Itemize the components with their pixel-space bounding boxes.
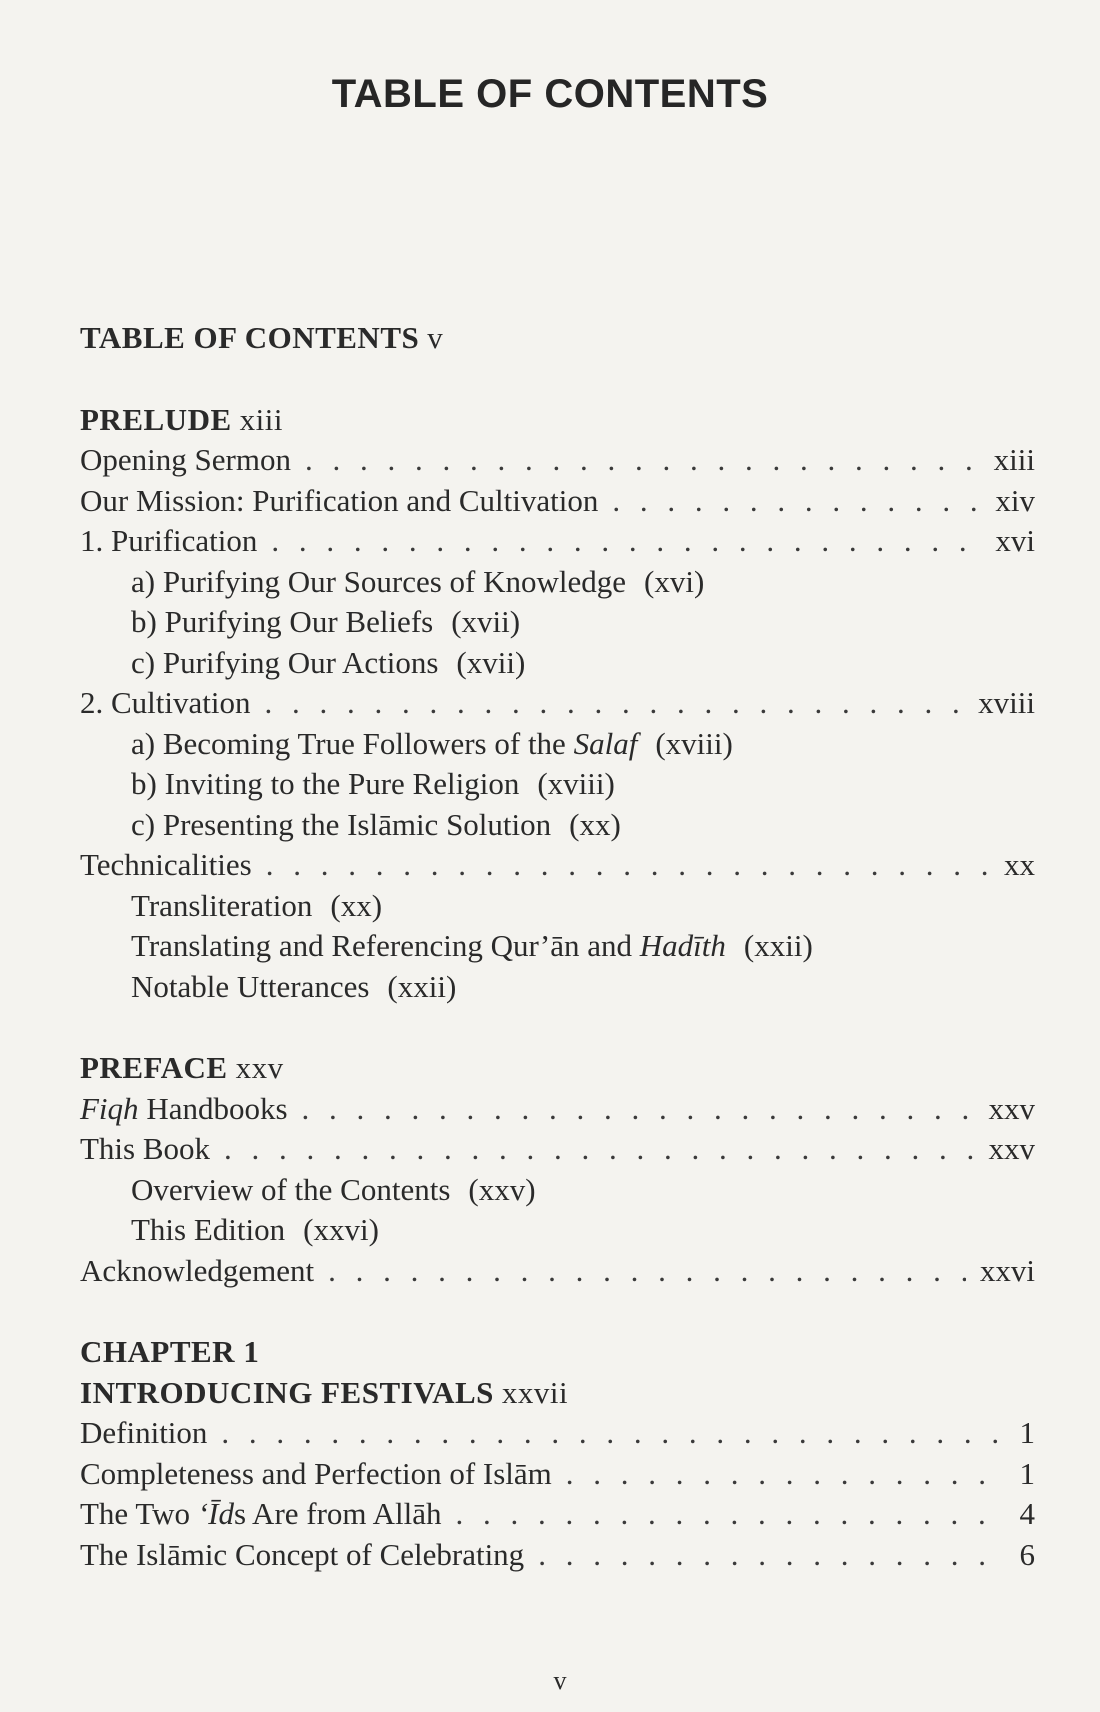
dot-leader (538, 1535, 1005, 1576)
preface-page: xxv (235, 1050, 284, 1085)
toc-heading-page: v (427, 320, 444, 355)
dot-leader (266, 845, 990, 886)
entry-page: (xxii) (387, 968, 457, 1004)
toc-entry-acknowledgement[interactable] (80, 1251, 1035, 1292)
entry-label-italic: Fiqh (80, 1090, 139, 1126)
page-number: v (553, 1666, 567, 1695)
toc-heading[interactable] (80, 318, 1035, 359)
toc-entry-purification[interactable] (80, 521, 1035, 562)
entry-page: xiv (995, 482, 1035, 518)
dot-leader (265, 683, 965, 724)
entry-label: Completeness and Perfection of Islām (80, 1455, 552, 1491)
dot-leader (224, 1129, 974, 1170)
table-of-contents (80, 318, 1035, 1575)
entry-page: (xvi) (644, 563, 705, 599)
prelude-label: PRELUDE (80, 401, 232, 437)
entry-page: 1 (1019, 1415, 1035, 1450)
entry-page: xvi (995, 523, 1035, 558)
entry-page: (xvii) (456, 644, 526, 680)
entry-page: (xx) (569, 806, 621, 842)
entry-label: Translating and Referencing Qur’ān and (131, 928, 633, 963)
entry-label (80, 1494, 441, 1535)
entry-label: Opening Sermon (80, 442, 291, 477)
toc-subentry-translating[interactable] (80, 926, 1035, 967)
toc-subentry-transliteration[interactable] (80, 886, 1035, 927)
toc-subentry-presenting[interactable] (80, 805, 1035, 846)
entry-label (80, 1089, 288, 1130)
dot-leader (305, 440, 980, 481)
entry-label: Acknowledgement (80, 1252, 315, 1288)
entry-page: (xviii) (537, 766, 615, 801)
entry-label: b) Purifying Our Beliefs (131, 604, 434, 639)
toc-entry-our-mission[interactable] (80, 481, 1035, 522)
entry-label: a) Becoming True Followers of the (131, 725, 566, 761)
dot-leader (221, 1413, 1005, 1454)
toc-entry-cultivation[interactable] (80, 683, 1035, 724)
entry-page: xxv (988, 1131, 1035, 1166)
entry-label: a) Purifying Our Sources of Knowledge (131, 563, 627, 599)
entry-label: b) Inviting to the Pure Religion (131, 766, 520, 801)
dot-leader (302, 1089, 975, 1130)
preface-label: PREFACE (80, 1050, 228, 1085)
toc-subentry-purifying-actions[interactable] (80, 643, 1035, 684)
entry-page: 1 (1019, 1455, 1035, 1491)
toc-subentry-becoming-followers[interactable] (80, 724, 1035, 765)
toc-subentry-purifying-beliefs[interactable] (80, 602, 1035, 643)
entry-page: xxvi (979, 1252, 1035, 1288)
entry-label: 1. Purification (80, 523, 258, 558)
page-title: TABLE OF CONTENTS (331, 72, 769, 116)
entry-label: This Book (80, 1131, 211, 1166)
chapter1-subtitle-label: INTRODUCING FESTIVALS (80, 1374, 494, 1410)
entry-label: This Edition (131, 1212, 286, 1247)
toc-subentry-purifying-sources[interactable] (80, 562, 1035, 603)
toc-entry-opening-sermon[interactable] (80, 440, 1035, 481)
dot-leader (271, 521, 981, 562)
entry-label: The Islāmic Concept of Celebrating (80, 1536, 525, 1572)
entry-page: xx (1004, 847, 1035, 882)
entry-page: xviii (978, 685, 1035, 720)
entry-page: 4 (1019, 1496, 1035, 1531)
toc-entry-concept[interactable] (80, 1535, 1035, 1576)
toc-entry-fiqh-handbooks[interactable] (80, 1089, 1035, 1130)
dot-leader (566, 1454, 1006, 1495)
chapter1-label: CHAPTER 1 (80, 1334, 260, 1369)
entry-page: (xxv) (468, 1171, 536, 1207)
entry-label-post: s Are from Allāh (233, 1496, 442, 1531)
dot-leader (612, 481, 981, 522)
toc-entry-technicalities[interactable] (80, 845, 1035, 886)
prelude-heading[interactable] (80, 400, 1035, 441)
entry-label-italic: Hadīth (639, 928, 726, 963)
entry-label: Our Mission: Purification and Cultivation (80, 482, 599, 518)
entry-page: (xvii) (451, 604, 521, 639)
entry-label: 2. Cultivation (80, 685, 251, 720)
dot-leader (328, 1251, 966, 1292)
entry-label: Overview of the Contents (131, 1171, 451, 1207)
toc-subentry-inviting[interactable] (80, 764, 1035, 805)
toc-heading-label: TABLE OF CONTENTS (80, 320, 420, 355)
entry-page: 6 (1019, 1536, 1035, 1572)
chapter1-heading[interactable] (80, 1332, 1035, 1373)
entry-label: Technicalities (80, 847, 252, 882)
toc-entry-definition[interactable] (80, 1413, 1035, 1454)
entry-page: (xxii) (743, 928, 813, 963)
entry-label: Transliteration (131, 887, 313, 923)
entry-page: (xx) (330, 887, 383, 923)
entry-page: xxv (988, 1090, 1035, 1126)
toc-entry-this-book[interactable] (80, 1129, 1035, 1170)
entry-label-italic: Salaf (573, 725, 638, 761)
entry-label-rest: Handbooks (146, 1090, 288, 1126)
entry-label: Definition (80, 1415, 208, 1450)
toc-subentry-this-edition[interactable] (80, 1210, 1035, 1251)
entry-label-italic: ‘Īd (197, 1496, 234, 1531)
chapter1-subtitle[interactable] (80, 1373, 1035, 1414)
prelude-page: xiii (239, 401, 283, 437)
preface-heading[interactable] (80, 1048, 1035, 1089)
entry-label: c) Presenting the Islāmic Solution (131, 806, 552, 842)
chapter1-page: xxvii (501, 1374, 569, 1410)
entry-page: (xviii) (655, 725, 733, 761)
entry-page: xiii (993, 442, 1035, 477)
entry-page: (xxvi) (303, 1212, 379, 1247)
entry-label: c) Purifying Our Actions (131, 644, 439, 680)
toc-entry-two-ids[interactable] (80, 1494, 1035, 1535)
entry-label: Notable Utterances (131, 968, 370, 1004)
toc-subentry-overview[interactable] (80, 1170, 1035, 1211)
toc-entry-completeness[interactable] (80, 1454, 1035, 1495)
dot-leader (455, 1494, 1005, 1535)
toc-subentry-notable-utterances[interactable] (80, 967, 1035, 1008)
entry-label-pre: The Two (80, 1496, 191, 1531)
